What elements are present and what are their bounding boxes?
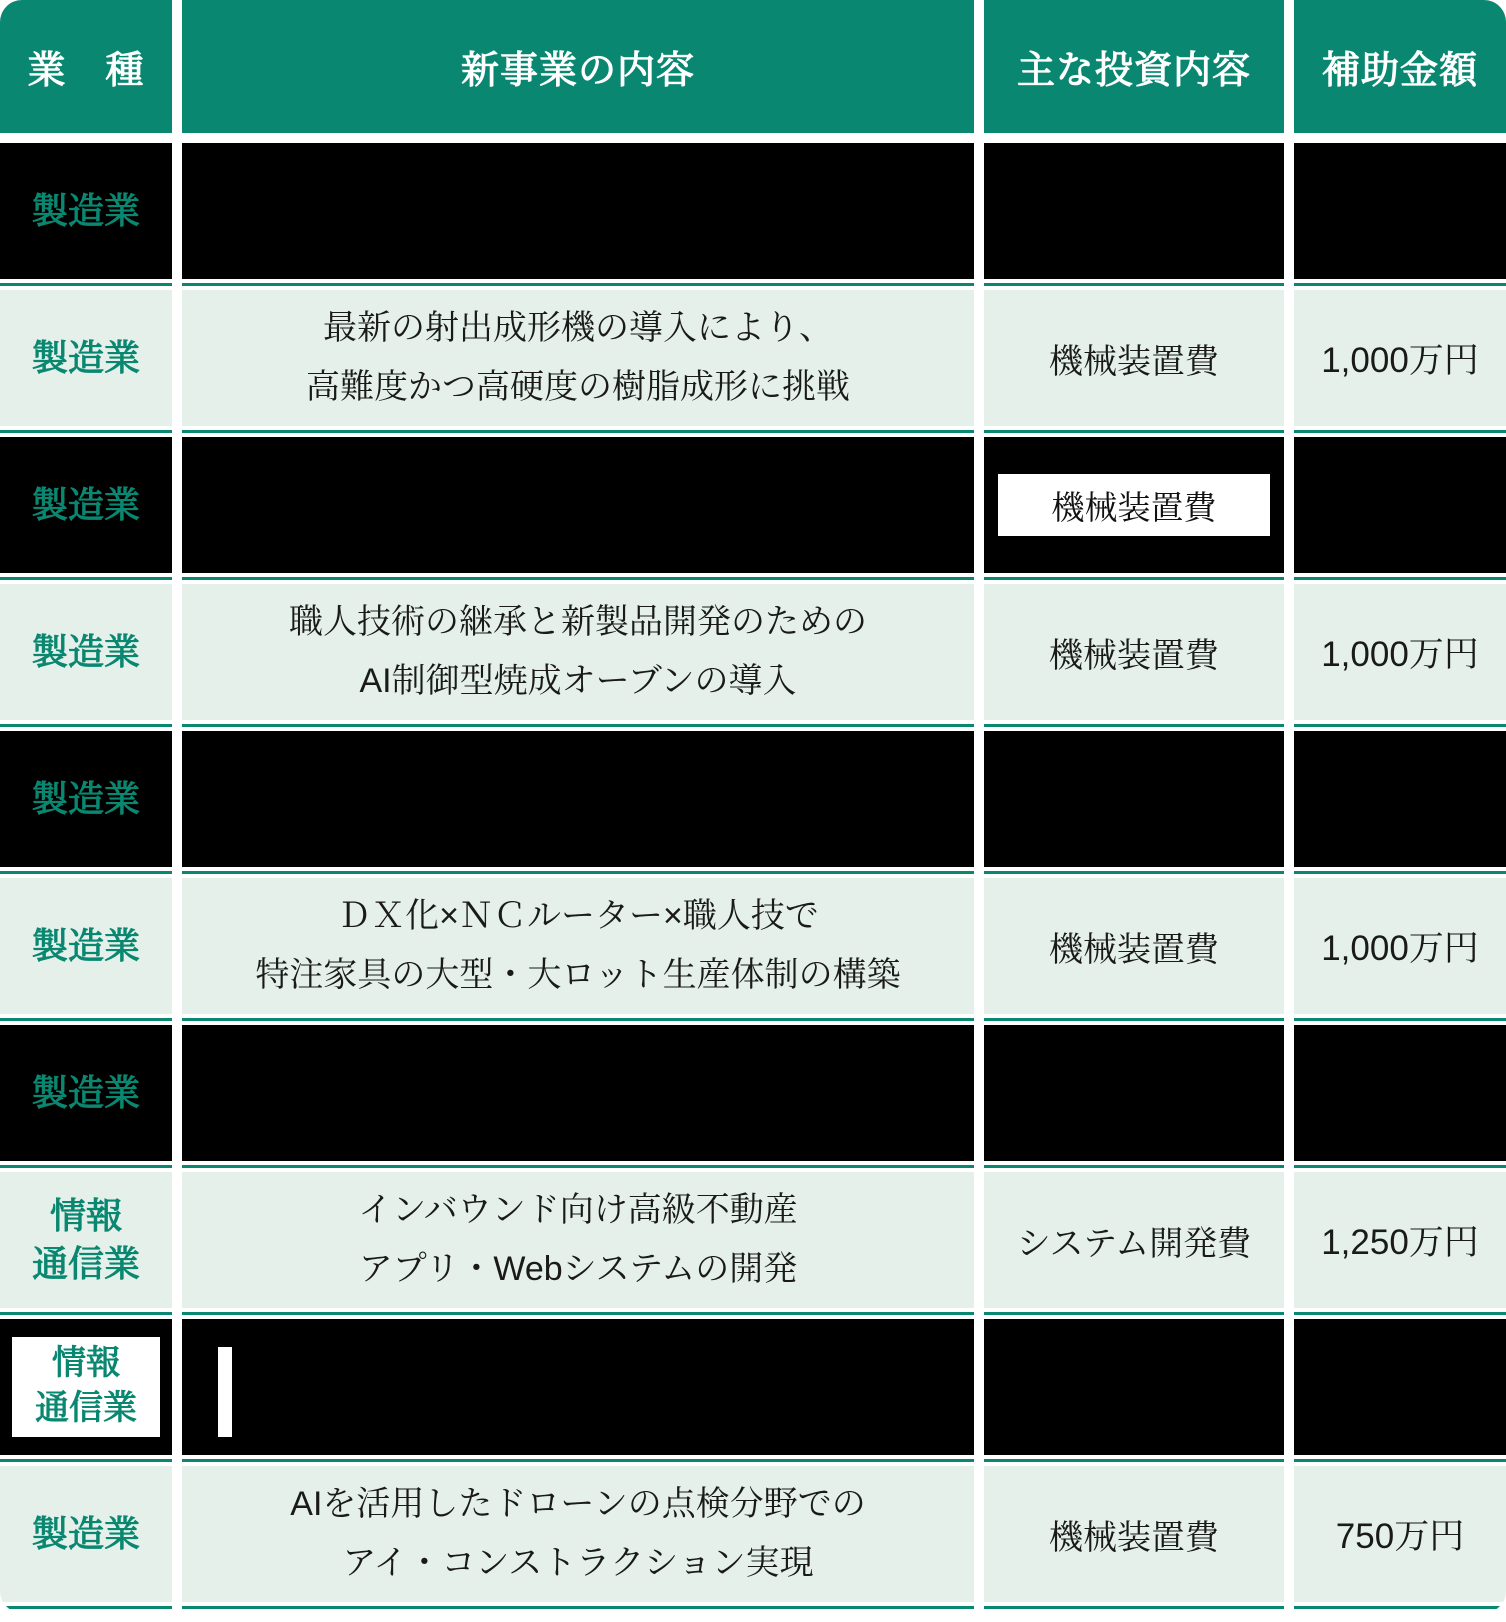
business-cell (182, 1025, 974, 1161)
header-cell-amount: 補助金額 (1294, 0, 1506, 133)
amount-cell (1294, 1319, 1506, 1455)
business-description-line: AIを活用したドローンの点検分野での (290, 1484, 866, 1523)
industry-cell (0, 731, 172, 867)
business-description-line: 高難度かつ高硬度の樹脂成形に挑戦 (306, 368, 850, 406)
table-body (0, 143, 1506, 1609)
investment-label: 機械装置費 (1049, 930, 1219, 969)
industry-cell (0, 1172, 172, 1308)
investment-cell (984, 878, 1284, 1014)
subsidy-amount: 750万円 (1335, 1517, 1465, 1556)
investment-cell (984, 290, 1284, 426)
business-cell (182, 731, 974, 867)
subsidy-amount: 1,000万円 (1321, 341, 1479, 380)
business-description-line: 職人技術の継承と新製品開発のための (289, 602, 867, 641)
industry-cell (0, 290, 172, 426)
industry-cell (0, 437, 172, 573)
investment-label: 機械装置費 (1049, 342, 1219, 381)
redaction-cursor-bar (218, 1347, 232, 1437)
subsidy-amount: 1,000万円 (1321, 929, 1479, 968)
industry-label: 通信業 (31, 1243, 140, 1284)
industry-label: 情報 (49, 1195, 122, 1237)
subsidy-amount: 1,250万円 (1321, 1223, 1479, 1262)
industry-label: 製造業 (31, 925, 140, 967)
industry-label: 製造業 (31, 778, 140, 820)
investment-cell (984, 1172, 1284, 1308)
table-row (0, 731, 1506, 867)
industry-label: 製造業 (31, 337, 140, 379)
row-divider (0, 871, 1506, 874)
business-cell (182, 584, 974, 720)
business-description-line: アイ・コンストラクション実現 (342, 1544, 814, 1582)
amount-cell (1294, 878, 1506, 1014)
business-description-line: 最新の射出成形機の導入により、 (323, 308, 833, 347)
row-divider (0, 577, 1506, 580)
amount-cell (1294, 584, 1506, 720)
table-row (0, 437, 1506, 573)
industry-label: 通信業 (35, 1389, 137, 1427)
row-divider (0, 1606, 1506, 1609)
amount-cell (1294, 437, 1506, 573)
subsidy-amount: 1,000万円 (1321, 635, 1479, 674)
investment-cell (984, 437, 1284, 573)
industry-label: 製造業 (31, 1513, 140, 1555)
investment-cell (984, 1025, 1284, 1161)
investment-label: システム開発費 (1016, 1224, 1252, 1263)
row-divider (0, 283, 1506, 286)
amount-cell (1294, 290, 1506, 426)
industry-cell (0, 1466, 172, 1602)
row-divider (0, 1018, 1506, 1021)
industry-cell (0, 143, 172, 279)
industry-label: 製造業 (31, 190, 140, 232)
investment-cell (984, 143, 1284, 279)
row-divider (0, 1459, 1506, 1462)
industry-label: 製造業 (31, 631, 140, 673)
table-row (0, 1025, 1506, 1161)
row-divider (0, 430, 1506, 433)
row-divider (0, 1312, 1506, 1315)
table-row (0, 1172, 1506, 1308)
row-divider (0, 724, 1506, 727)
business-description-line: アプリ・Webシステムの開発 (358, 1250, 798, 1288)
business-cell (182, 1466, 974, 1602)
amount-cell (1294, 1172, 1506, 1308)
business-description-line: 特注家具の大型・大ロット生産体制の構築 (255, 956, 901, 994)
investment-cell (984, 1319, 1284, 1455)
table-row (0, 878, 1506, 1014)
table-row (0, 143, 1506, 279)
industry-label: 製造業 (31, 1072, 140, 1114)
investment-highlight-box: 機械装置費 (998, 474, 1270, 536)
business-cell (182, 1172, 974, 1308)
industry-highlight-box (12, 1337, 160, 1437)
business-cell (182, 143, 974, 279)
business-description-line: ＤＸ化×ＮＣルーター×職人技で (337, 896, 819, 935)
investment-label: 機械装置費 (1049, 1518, 1219, 1557)
header-cell-investment: 主な投資内容 (984, 0, 1284, 133)
table-row (0, 1466, 1506, 1602)
industry-cell (0, 584, 172, 720)
business-cell (182, 437, 974, 573)
amount-cell (1294, 731, 1506, 867)
industry-label: 製造業 (31, 484, 140, 526)
business-description-line: インバウンド向け高級不動産 (358, 1190, 798, 1229)
industry-cell (0, 1319, 172, 1455)
business-cell (182, 290, 974, 426)
investment-label: 機械装置費 (1049, 636, 1219, 675)
header-cell-business: 新事業の内容 (182, 0, 974, 133)
table-row (0, 290, 1506, 426)
header-cell-industry: 業 種 (0, 0, 172, 133)
amount-cell (1294, 1466, 1506, 1602)
amount-cell (1294, 143, 1506, 279)
row-divider (0, 1165, 1506, 1168)
industry-label: 情報 (52, 1344, 120, 1383)
table-header-row (0, 0, 1506, 133)
investment-cell (984, 731, 1284, 867)
table-row (0, 584, 1506, 720)
table-row (0, 1319, 1506, 1455)
header-gap (0, 133, 1506, 143)
business-description-line: AI制御型焼成オーブンの導入 (359, 662, 797, 700)
industry-cell (0, 878, 172, 1014)
business-cell (182, 878, 974, 1014)
industry-cell (0, 1025, 172, 1161)
investment-cell (984, 1466, 1284, 1602)
investment-cell (984, 584, 1284, 720)
business-cell (182, 1319, 974, 1455)
amount-cell (1294, 1025, 1506, 1161)
